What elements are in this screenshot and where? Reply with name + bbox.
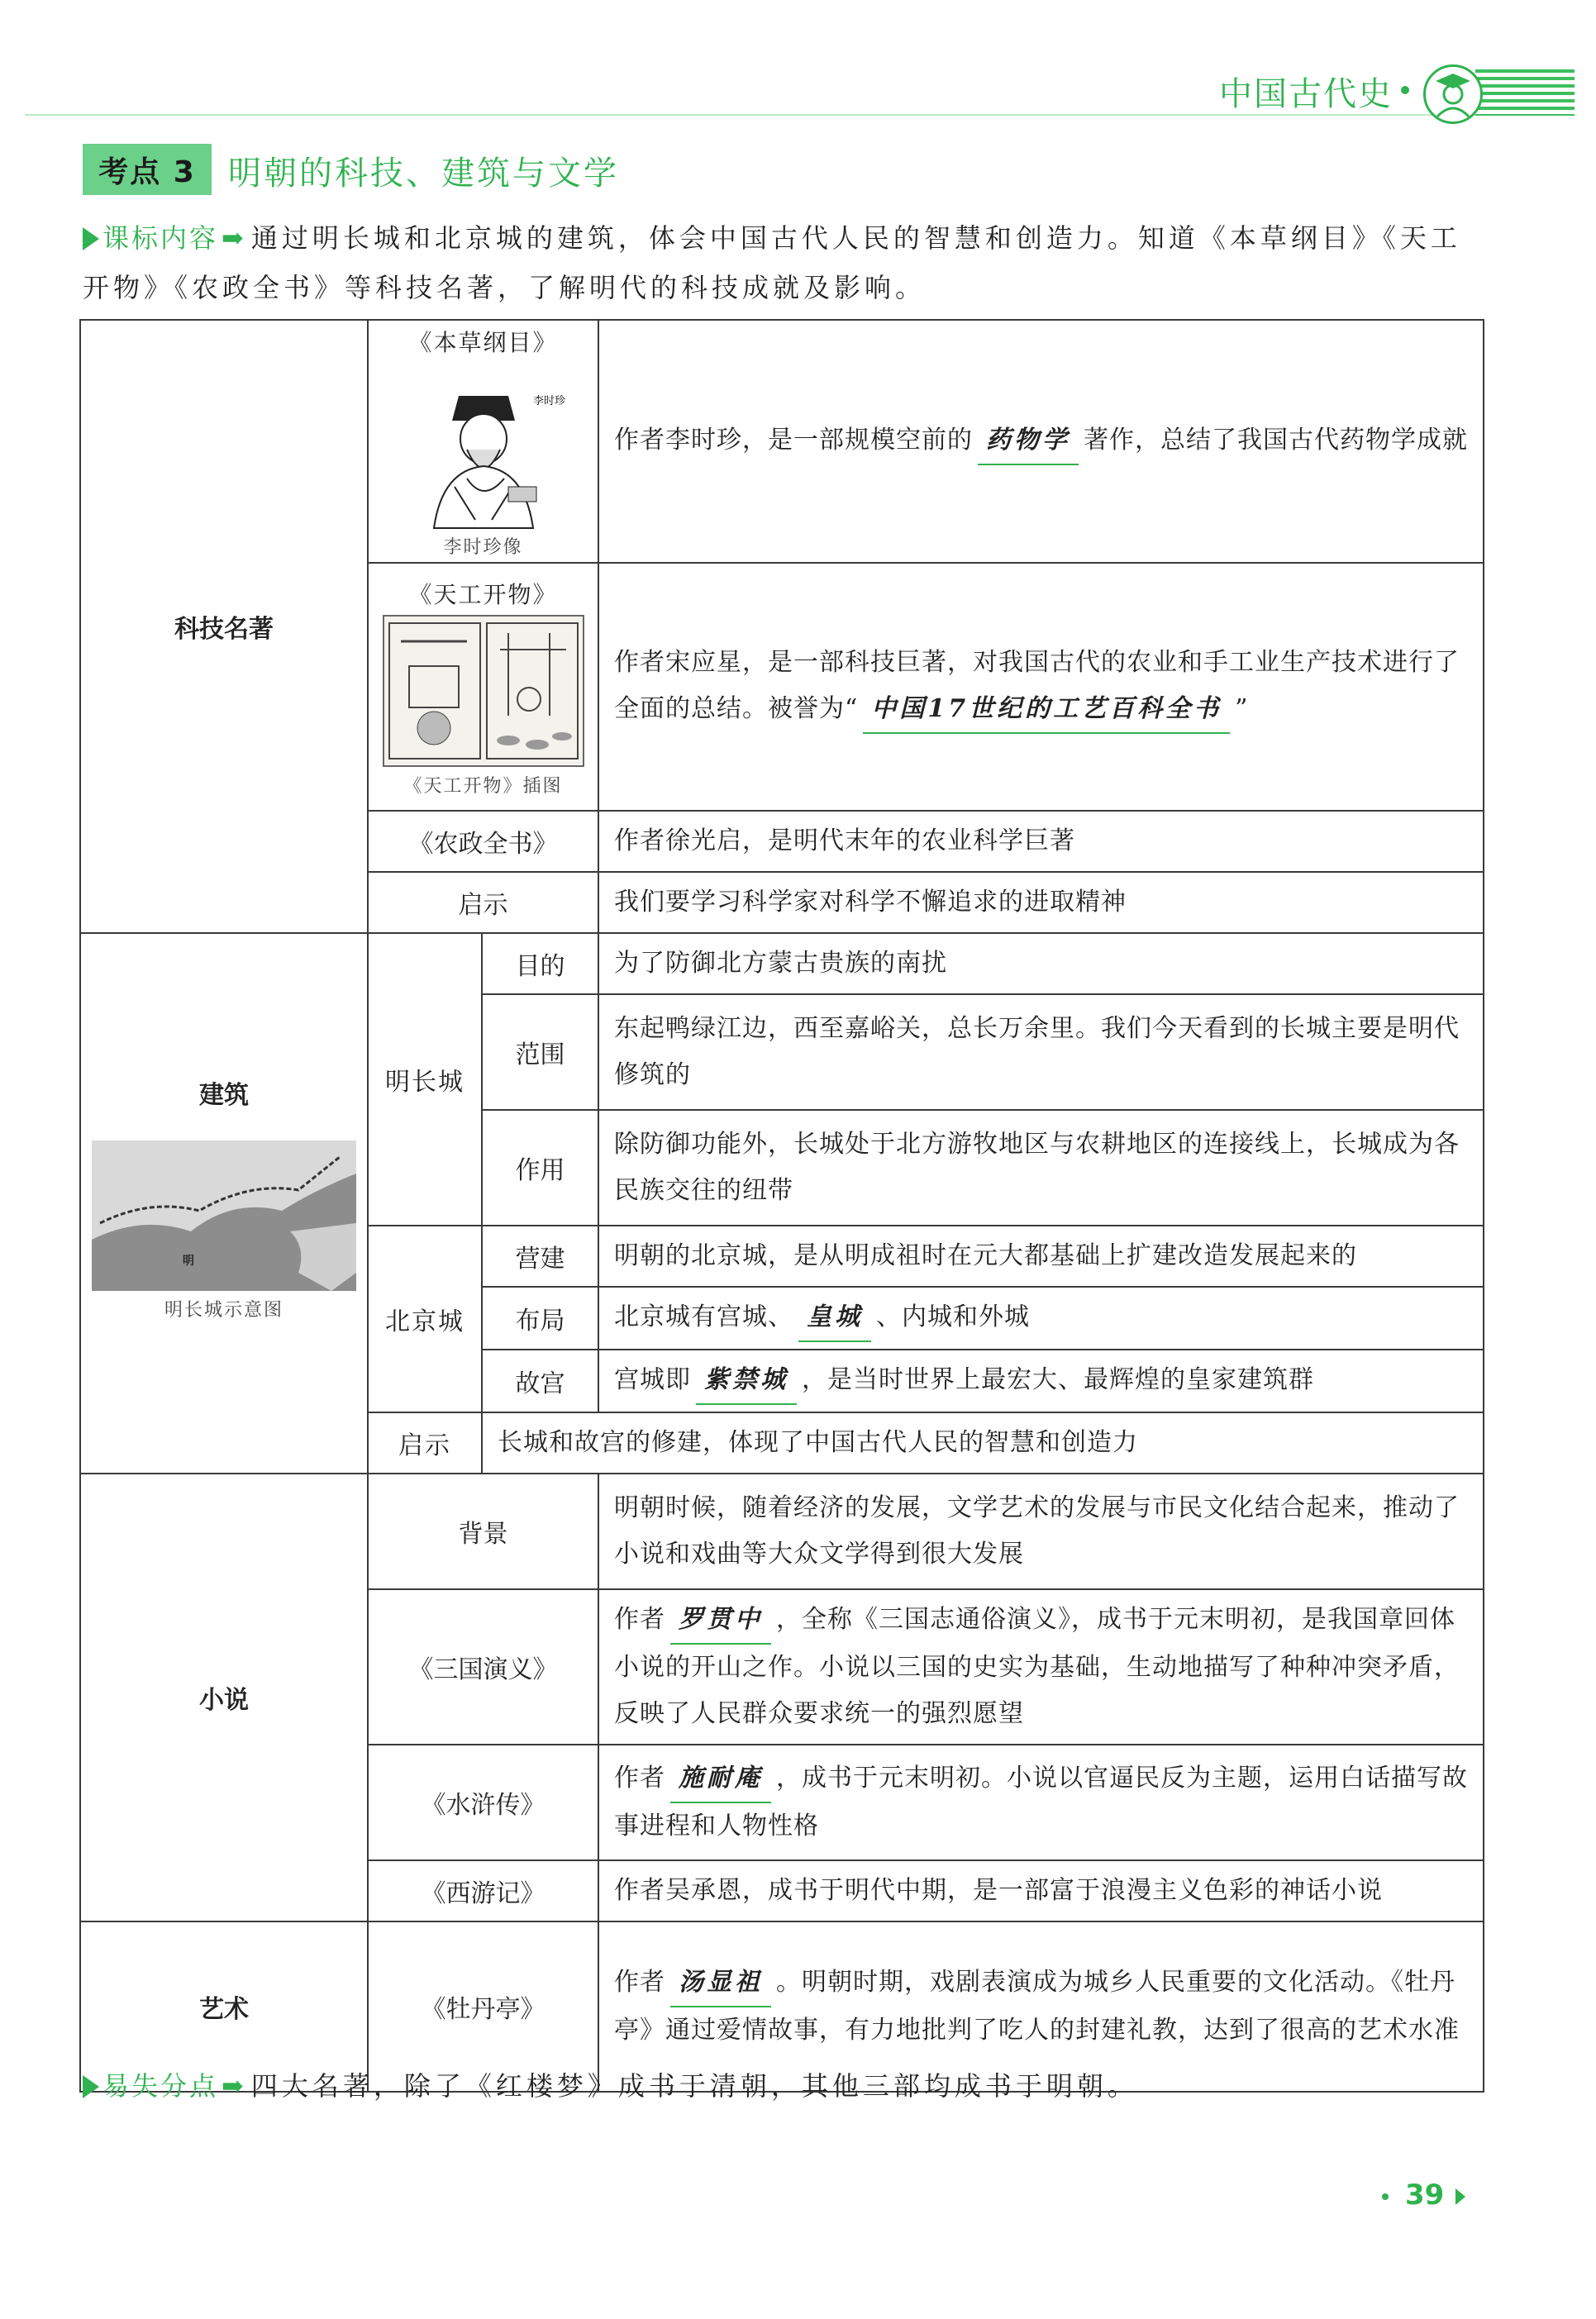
gw-function-label: 作用 bbox=[482, 1110, 598, 1226]
gw-purpose-label: 目的 bbox=[482, 933, 598, 994]
bencao-cell bbox=[368, 320, 598, 563]
answer-blank: 施耐庵 bbox=[670, 1755, 771, 1803]
mudan-title: 《牡丹亭》 bbox=[368, 1921, 598, 2092]
bj-palace-post: ，是当时世界上最宏大、最辉煌的皇家建筑群 bbox=[802, 1365, 1315, 1394]
page-number-text: 39 bbox=[1405, 2179, 1445, 2212]
science-enlight-desc: 我们要学习科学家对科学不懈追求的进取精神 bbox=[598, 872, 1484, 933]
category-art: 艺术 bbox=[80, 1921, 368, 2092]
bj-layout-pre: 北京城有宫城、 bbox=[614, 1302, 794, 1331]
architecture-enlight-label: 启示 bbox=[368, 1412, 482, 1474]
bj-build-label: 营建 bbox=[482, 1226, 598, 1287]
header-stripes-decoration bbox=[1475, 69, 1575, 116]
bencao-caption: 李时珍像 bbox=[443, 536, 523, 558]
answer-blank: 皇城 bbox=[798, 1294, 871, 1342]
bencao-title: 《本草纲目》 bbox=[408, 328, 558, 356]
science-enlight-label: 启示 bbox=[368, 872, 598, 933]
tiangong-caption: 《天工开物》插图 bbox=[403, 775, 563, 797]
bj-layout-label: 布局 bbox=[482, 1287, 598, 1350]
category-novel: 小说 bbox=[80, 1474, 368, 1921]
page-dot-icon bbox=[1382, 2193, 1389, 2200]
tiangong-cell bbox=[368, 563, 598, 811]
map-label: 明 bbox=[183, 1255, 194, 1268]
bj-palace-desc bbox=[598, 1350, 1484, 1412]
tiangong-desc bbox=[598, 563, 1484, 811]
map-caption: 明长城示意图 bbox=[164, 1300, 283, 1321]
page-arrow-icon bbox=[1455, 2188, 1465, 2205]
tip-text: 四大名著，除了《红楼梦》成书于清朝，其他三部均成书于明朝。 bbox=[250, 2070, 1138, 2102]
architecture-enlight-desc: 长城和故宫的修建，体现了中国古代人民的智慧和创造力 bbox=[482, 1412, 1484, 1474]
arrow-right-icon: ➡ bbox=[222, 222, 248, 254]
bj-palace-label: 故宫 bbox=[482, 1350, 598, 1412]
shuihu-desc bbox=[598, 1745, 1484, 1860]
curriculum-standard bbox=[83, 213, 1488, 312]
tiangong-title: 《天工开物》 bbox=[408, 580, 558, 608]
mudan-pre: 作者 bbox=[614, 1968, 666, 1997]
tiangong-desc-pre: 作者宋应星，是一部科技巨著，对我国古代的农业和手工业生产技术进行了全面的总结。被誉为“ bbox=[614, 648, 1460, 723]
nongzheng-desc: 作者徐光启，是明代末年的农业科学巨著 bbox=[598, 811, 1484, 872]
sanguo-desc bbox=[598, 1589, 1484, 1745]
sanguo-title: 《三国演义》 bbox=[368, 1589, 598, 1745]
section-title: 明朝的科技、建筑与文学 bbox=[228, 155, 619, 193]
category-science: 科技名著 bbox=[80, 320, 368, 933]
header-title: 中国古代史 bbox=[1219, 75, 1393, 113]
tiangong-illustration-image bbox=[383, 615, 584, 767]
gw-range-label: 范围 bbox=[482, 994, 598, 1110]
knowledge-table bbox=[79, 319, 1484, 2093]
li-shizhen-portrait-image bbox=[409, 363, 565, 528]
answer-blank: 汤显祖 bbox=[670, 1959, 771, 2007]
xiyou-desc: 作者吴承恩，成书于明代中期，是一部富于浪漫主义色彩的神话小说 bbox=[598, 1860, 1484, 1921]
answer-blank: 中国17世纪的工艺百科全书 bbox=[863, 686, 1230, 734]
mudan-post: 。明朝时期，戏剧表演成为城乡人民重要的文化活动。《牡丹亭》通过爱情故事，有力地批判了吃人的封建礼教，达到了很高的艺术水准 bbox=[614, 1968, 1460, 2045]
bencao-desc-pre: 作者李时珍，是一部规模空前的 bbox=[614, 426, 974, 455]
sanguo-post: ，全称《三国志通俗演义》，成书于元末明初，是我国章回体小说的开山之作。小说以三国的史实为基础，生动地描写了种种冲突矛盾，反映了人民群众要求统一的强烈愿望 bbox=[614, 1605, 1460, 1728]
bencao-desc bbox=[598, 320, 1484, 563]
portrait-label: 李时珍 bbox=[532, 394, 565, 407]
tip-label: 易失分点 bbox=[102, 2070, 219, 2102]
answer-blank: 紫禁城 bbox=[696, 1357, 797, 1405]
shuihu-post: ，成书于元末明初。小说以官逼民反为主题，运用白话描写故事进程和人物性格 bbox=[614, 1764, 1469, 1840]
great-wall-map-image bbox=[92, 1140, 356, 1291]
architecture-label: 建筑 bbox=[199, 1081, 249, 1110]
bencao-desc-post: 著作，总结了我国古代药物学成就 bbox=[1084, 426, 1469, 455]
bj-layout-desc bbox=[598, 1287, 1484, 1350]
bj-layout-post: 、内城和外城 bbox=[876, 1302, 1031, 1331]
shuihu-pre: 作者 bbox=[614, 1764, 666, 1793]
gw-purpose-desc: 为了防御北方蒙古贵族的南扰 bbox=[598, 933, 1484, 994]
novel-background-desc: 明朝时候，随着经济的发展，文学艺术的发展与市民文化结合起来，推动了小说和戏曲等大众文学得到很大发展 bbox=[598, 1474, 1484, 1589]
arrow-right-icon: ➡ bbox=[222, 2070, 248, 2102]
nongzheng-title: 《农政全书》 bbox=[368, 811, 598, 872]
beijing-label: 北京城 bbox=[368, 1226, 482, 1412]
tiangong-desc-post: ” bbox=[1235, 694, 1249, 723]
novel-background-label: 背景 bbox=[368, 1474, 598, 1589]
bj-build-desc: 明朝的北京城，是从明成祖时在元大都基础上扩建改造发展起来的 bbox=[598, 1226, 1484, 1287]
error-prone-tip bbox=[83, 2061, 1138, 2111]
page-number bbox=[1382, 2179, 1465, 2212]
triangle-bullet-icon bbox=[83, 2075, 99, 2098]
bj-palace-pre: 宫城即 bbox=[614, 1365, 692, 1394]
answer-blank: 药物学 bbox=[978, 417, 1079, 465]
shuihu-title: 《水浒传》 bbox=[368, 1745, 598, 1860]
gw-function-desc: 除防御功能外，长城处于北方游牧地区与农耕地区的连接线上，长城成为各民族交往的纽带 bbox=[598, 1110, 1484, 1226]
great-wall-label: 明长城 bbox=[368, 933, 482, 1226]
header-dot bbox=[1401, 86, 1409, 94]
category-architecture bbox=[80, 933, 368, 1474]
standard-label: 课标内容 bbox=[102, 222, 219, 254]
xiyou-title: 《西游记》 bbox=[368, 1860, 598, 1921]
section-badge: 考点 3 bbox=[83, 144, 212, 195]
triangle-bullet-icon bbox=[83, 227, 99, 250]
sanguo-pre: 作者 bbox=[614, 1605, 666, 1634]
gw-range-desc: 东起鸭绿江边，西至嘉峪关，总长万余里。我们今天看到的长城主要是明代修筑的 bbox=[598, 994, 1484, 1110]
student-mascot-icon bbox=[1423, 64, 1483, 124]
answer-blank: 罗贯中 bbox=[670, 1597, 771, 1645]
standard-text: 通过明长城和北京城的建筑，体会中国古代人民的智慧和创造力。知道《本草纲目》《天工开物》《农政全书》等科技名著，了解明代的科技成就及影响。 bbox=[83, 222, 1461, 303]
